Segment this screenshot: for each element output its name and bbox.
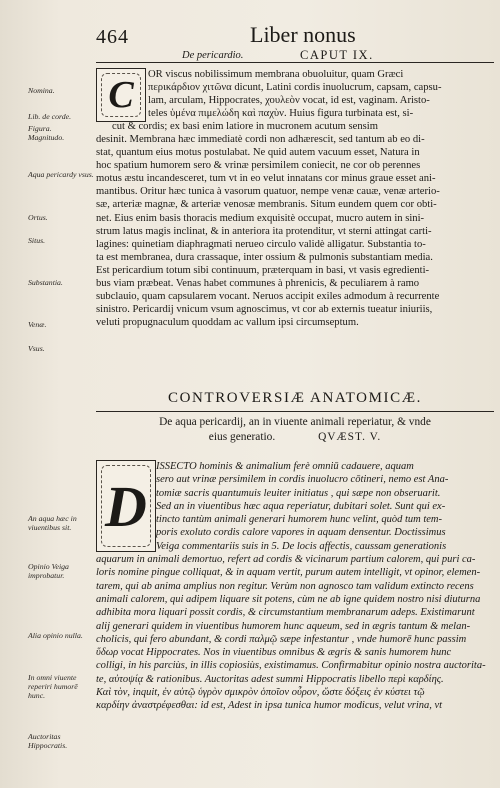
- margin-note: Aqua pericardy vsus.: [28, 170, 94, 179]
- text-line: net. Eius enim basis thoracis medium exquisitè occupat, mucro autem in sini-: [96, 212, 425, 224]
- margin-note: An aqua hæc in viuentibus sit.: [28, 514, 77, 532]
- text-line: lam, arculam, Hippocrates, χουλεὸν vocat, id est, vaginam. Aristo-: [148, 95, 430, 107]
- margin-note: In omni viuente reperiri humorē hunc.: [28, 673, 78, 700]
- text-line: tarem, qui ab anima amplius non regitur. Verùm non agnosco tam validum extincto recens: [96, 580, 474, 592]
- text-line: lagines: quinetiam diaphragmati nerueo circulo validè alligatur. Substantia to-: [96, 238, 426, 250]
- text-line: sero aut vrinæ persimilem in cordis inuolucro cōtineri, nemo est Ana-: [156, 474, 449, 486]
- text-line: te, αὐτοψίᾳ & rationibus. Auctoritas adest summi Hippocratis libello περὶ καρδίης.: [96, 673, 444, 685]
- text-line: hoc spatium humorem sero & vrinæ persimilem coniecit, ne cor ob perennes: [96, 160, 421, 172]
- text-line: περικάρδιον χιτῶνα dicunt, Latini cordis inuolucrum, capsam, capsu-: [148, 82, 442, 94]
- question-heading: De aqua pericardij, an in viuente animali reperiatur, & vnde: [159, 416, 431, 428]
- header-rule: [96, 62, 494, 63]
- chapter-label: CAPUT IX.: [300, 48, 374, 62]
- text-line: cholicis, qui fero abundant, & cordi παλμῷ sæpe infestantur , vnde humorē hunc passim: [96, 633, 467, 645]
- margin-note: Substantia.: [28, 278, 63, 287]
- margin-note: Lib. de corde.: [28, 112, 72, 121]
- initial-letter: C: [108, 74, 134, 116]
- controversy-title: CONTROVERSIÆ ANATOMICÆ.: [167, 390, 423, 406]
- text-line: Est pericardium totum sibi continuum, præterquam in basi, vt vasis egredienti-: [96, 264, 430, 276]
- text-line: poris exoluto cordis calore vapores in aquam densentur. Doctissimus: [156, 527, 446, 539]
- margin-note: Auctoritas Hippocratis.: [28, 732, 68, 750]
- text-line: ta est membranea, dura crassaque, inter ossium & pulmonis substantiam media.: [96, 251, 433, 263]
- text-line: OR viscus nobilissimum membrana obuoluitur, quam Græci: [148, 69, 404, 80]
- text-line: desinit. Membrana hæc immediatè cordi non adhærescit, sed tantum ab eo di-: [96, 134, 425, 146]
- page-number: 464: [96, 26, 129, 48]
- text-line: strum latus magis inclinat, & in anteriora ita protenditur, vt sterni attingat carti-: [96, 225, 432, 237]
- margin-note: Nomina.: [28, 86, 55, 95]
- text-line: subclauio, quam capsularem vocant. Neruos accipit exiles admodum à recurrente: [96, 290, 440, 302]
- margin-note: Vsus.: [28, 344, 45, 353]
- text-line: tincto tantùm animali generari humorem hunc velint, quòd tum tem-: [156, 514, 442, 526]
- text-line: veluti propugnaculum quoddam ac vallum ipsi circumseptum.: [96, 316, 359, 328]
- margin-note: Opinio Veiga improbatur.: [28, 562, 69, 580]
- text-line: Καὶ τὸν, inquit, ἐν αὐτῷ ὑγρὸν σμικρὸν ὁποῖον οὖρον, ὥστε δόξεις ἐν κύστει τῷ: [96, 687, 425, 699]
- text-line: colligi, in his parciùs, in illis copiosiùs, existimamus. Confirmabitur opinio nostra auctorita-: [96, 660, 486, 672]
- text-line: bus viam præbeat. Venas habet communes à phrenicis, & peculiarem à ramo: [96, 277, 420, 289]
- question-label: QVÆST. V.: [318, 431, 382, 443]
- text-line: cut & cordis; ex basi enim latiore in mucronem acutum sensim: [112, 121, 378, 133]
- text-line: tomiæ sacris quantumuis leuiter initiatus , qui sæpe non obseruarit.: [156, 487, 441, 499]
- text-line: alij generari quidem in viuentibus humorem hunc aqueum, sed in ægris tantum & melan-: [96, 620, 471, 632]
- text-line: Veiga commentariis suis in 5. De locis affectis, caussam generationis: [156, 540, 447, 552]
- text-line: καρδίην ἀναστρέφεσθαι: id est, Adest in ipsa tunica humor modicus, velut vrina, vt: [96, 700, 443, 712]
- text-line: animali calorem, qui adipem liquare sit potens, cùm ne ab igne quidem nostro nisi diuturna: [96, 593, 481, 605]
- text-line: ὕδωρ vocat Hippocrates. Nos in viuentibus omnibus & ægris & sanis humorem hunc: [96, 647, 452, 659]
- question-heading-cont: [96, 431, 494, 443]
- question-heading-end: eius generatio.: [208, 431, 276, 443]
- text-line: adhibita mora liquari possit cordis, & circumstantium membranarum adeps. Existimarunt: [96, 607, 475, 619]
- margin-note: Venæ.: [28, 320, 47, 329]
- text-line: stat, quantum eius motus postulabat. Ne quid autem vacuum esset, Natura in: [96, 147, 420, 159]
- question-text: [96, 460, 494, 713]
- text-line: aquarum in animali demortuo, refert ad cordis & vicinarum partium calorem, qui puri ca-: [96, 554, 476, 566]
- text-line: teles ὑμένα πιμελώδη καὶ παχὺν. Huius figura turbinata est, si-: [148, 108, 414, 120]
- margin-note: Figura.: [28, 124, 52, 133]
- section-subhead: De pericardio.: [182, 50, 244, 61]
- initial-letter: D: [105, 473, 147, 539]
- text-line: mantibus. Oritur hæc tunica à vasorum quatuor, nempe venæ cauæ, venæ arterio-: [96, 186, 440, 198]
- running-head: Liber nonus: [250, 22, 356, 47]
- section-rule: [96, 411, 494, 412]
- text-line: sinistro. Pericardij vnicum vsum agnoscimus, vt cor ab externis tueatur iniuriis,: [96, 303, 433, 315]
- text-line: Sed an in viuentibus hæc aqua reperiatur, dubitari solet. Sunt qui ex-: [156, 500, 446, 512]
- text-line: loris nomine pingue colliquat, & in aquam vertit, purum autem intelligit, vt opinor, elemen-: [96, 567, 481, 579]
- text-line: ISSECTO hominis & animalium ferè omniū cadauere, aquam: [156, 461, 414, 472]
- text-line: sæ, arteriæ magnæ, & arteriæ venosæ membranis. Situm eundem quem cor obti-: [96, 199, 437, 211]
- text-line: motus æstu incandesceret, tum vt in eo velut innatans cor minus graue esset ani-: [96, 173, 436, 185]
- margin-note: Magnitudo.: [28, 133, 65, 142]
- margin-note: Alia opinio nulla.: [28, 631, 83, 640]
- margin-note: Ortus.: [28, 213, 48, 222]
- chapter-text: [96, 68, 494, 329]
- margin-note: Situs.: [28, 236, 46, 245]
